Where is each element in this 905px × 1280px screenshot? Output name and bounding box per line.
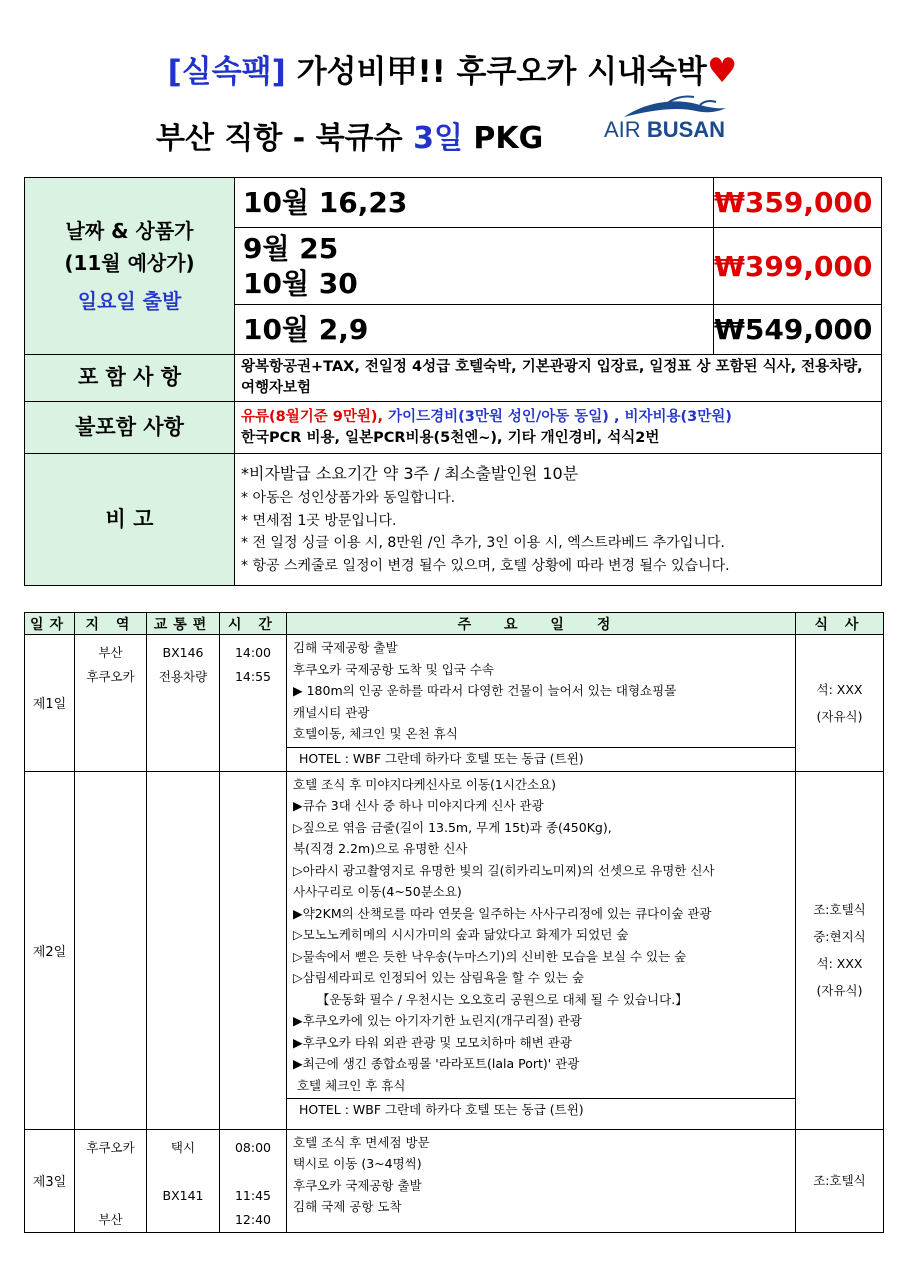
schedule-line: 김해 국제공항 출발: [293, 640, 398, 655]
region-text: 부산: [98, 645, 123, 660]
logo-busan: BUSAN: [646, 117, 726, 142]
schedule-line: ▶약2KM의 산책로를 따라 연못을 일주하는 사사구리정에 있는 큐다이숲 관광: [293, 905, 712, 921]
schedule-line: 후쿠오카 국제공항 도착 및 입국 수속: [293, 661, 494, 677]
meal-text: 조:호텔식: [813, 902, 866, 917]
meal-text: 석: XXX: [816, 681, 863, 697]
region-spacer: [75, 1160, 146, 1184]
meal-text: (자유식): [816, 708, 863, 724]
subtitle-days: 3일: [413, 121, 463, 156]
table-row-day1: [25, 635, 884, 772]
schedule-line: 호텔 체크인 후 휴식: [293, 1077, 406, 1093]
region-cell: [75, 635, 147, 772]
schedule-cell: [287, 635, 796, 772]
schedule-line: 김해 국제 공항 도착: [293, 1199, 402, 1214]
title-bracket: [실속팩]: [167, 54, 286, 90]
schedule-line: ▶후쿠오카에 있는 아기자기한 뇨린지(개구리절) 관광: [293, 1013, 582, 1028]
date-row-3: [235, 305, 714, 355]
transport-text: 택시: [170, 1139, 196, 1155]
transport-text: 전용차량: [158, 669, 208, 684]
itinerary-table: [24, 612, 884, 1233]
table-row-day2: [25, 771, 884, 1129]
title-main: 가성비甲!! 후쿠오카 시내숙박: [296, 54, 707, 90]
price-row-1: ₩359,000: [714, 178, 882, 228]
region-cell: [75, 771, 147, 1129]
schedule-line: 캐널시티 관광: [293, 704, 370, 720]
date-label-3: 일요일 출발: [77, 289, 182, 313]
time-text: 14:00: [234, 645, 272, 660]
excluded-text: [235, 402, 882, 454]
day-label: 제2일: [25, 771, 75, 1129]
date-text: 9월 25: [243, 232, 339, 265]
air-busan-logo: [604, 95, 736, 143]
transport-cell: [147, 635, 220, 772]
region-text: 후쿠오카: [86, 1139, 135, 1155]
schedule-line: ▶최근에 생긴 종합쇼핑몰 '라라포트(lala Port)' 관광: [293, 1056, 580, 1071]
time-text: 08:00: [234, 1139, 272, 1155]
region-text: 후쿠오카: [86, 669, 135, 684]
header-region: 지 역: [75, 613, 147, 635]
time-cell: [220, 771, 287, 1129]
date-price-label: [25, 178, 235, 355]
region-spacer: [75, 1184, 146, 1208]
schedule-line: 호텔이동, 체크인 및 온천 휴식: [293, 726, 458, 741]
date-row-2: [235, 228, 714, 305]
meal-cell: [796, 771, 884, 1129]
schedule-line: 사사구리로 이동(4~50분소요): [293, 884, 462, 899]
date-label-2: (11월 예상가): [64, 251, 195, 275]
transport-cell: [147, 1129, 220, 1232]
schedule-line: ▷삼림세라피로 인정되어 있는 삼림욕을 할 수 있는 숲: [293, 970, 585, 985]
meal-text: (자유식): [816, 983, 863, 998]
excluded-label: 불포함 사항: [25, 402, 235, 454]
date-text: 10월 2,9: [243, 313, 369, 346]
date-text: 10월 16,23: [243, 186, 408, 219]
subtitle-route: 부산 직항 - 북큐슈: [156, 121, 403, 156]
transport-text: BX141: [162, 1187, 204, 1203]
time-cell: [220, 635, 287, 772]
time-spacer: [220, 1160, 286, 1184]
notes-label: 비 고: [25, 454, 235, 586]
logo-wordmark: [604, 117, 725, 143]
meal-cell: [796, 1129, 884, 1232]
transport-text: BX146: [162, 645, 204, 660]
time-text: 12:40: [234, 1211, 272, 1227]
schedule-cell: [287, 1129, 796, 1232]
schedule-cell: [287, 771, 796, 1129]
table-row-day3: [25, 1129, 884, 1232]
header-schedule: 주 요 일 정: [287, 613, 796, 635]
meal-cell: [796, 635, 884, 772]
date-row-1: [235, 178, 714, 228]
schedule-line: 북(직경 2.2m)으로 유명한 신사: [293, 841, 468, 856]
region-cell: [75, 1129, 147, 1232]
schedule-line: 【운동화 필수 / 우천시는 오오호리 공원으로 대체 될 수 있습니다.】: [293, 991, 688, 1007]
hotel-line: HOTEL : WBF 그란데 하카다 호텔 또는 동급 (트윈): [287, 1098, 795, 1120]
header-time: 시 간: [220, 613, 287, 635]
notes-text: [235, 454, 882, 586]
meal-text: 조:호텔식: [813, 1173, 866, 1188]
schedule-line: 호텔 조식 후 미야지다케신사로 이동(1시간소요): [293, 776, 557, 792]
time-cell: [220, 1129, 287, 1232]
excluded-fuel: 유류(8월기준 9만원),: [241, 408, 384, 425]
note-item: * 아동은 성인상품가와 동일합니다.: [241, 490, 456, 507]
schedule-line: ▷아라시 광고촬영지로 유명한 빛의 길(히카리노미찌)의 선셋으로 유명한 신사: [293, 862, 715, 878]
transport-cell: [147, 771, 220, 1129]
heart-icon: ♥: [706, 51, 738, 91]
note-item: * 전 일정 싱글 이용 시, 8만원 /인 추가, 3인 이용 시, 엑스트라베드 추가입니다.: [241, 535, 725, 552]
schedule-line: ▷물속에서 뻗은 듯한 낙우송(누마스기)의 신비한 모습을 보실 수 있는 숲: [293, 948, 687, 964]
schedule-line: 호텔 조식 후 면세점 방문: [293, 1134, 430, 1150]
schedule-line: ▶큐슈 3대 신사 중 하나 미야지다케 신사 관광: [293, 798, 544, 813]
schedule-line: ▶후쿠오카 타워 외관 관광 및 모모치하마 해변 관광: [293, 1034, 572, 1050]
summary-table: [24, 177, 882, 586]
schedule-line: 후쿠오카 국제공항 출발: [293, 1177, 422, 1193]
schedule-line: ▷모노노케히메의 시시가미의 숲과 닮았다고 화제가 되었던 숲: [293, 927, 629, 942]
meal-text: 중:현지식: [813, 929, 866, 944]
time-text: 14:55: [234, 669, 272, 684]
logo-air: AIR: [604, 117, 641, 142]
schedule-line: 택시로 이동 (3~4명씩): [293, 1156, 422, 1171]
note-item: *비자발급 소요기간 약 3주 / 최소출발인원 10분: [241, 464, 579, 484]
meal-text: 석: XXX: [816, 956, 863, 971]
transport-spacer: [147, 1160, 219, 1184]
excluded-guide-visa: 가이드경비(3만원 성인/아동 동일) , 비자비용(3만원): [383, 408, 732, 425]
hotel-line: HOTEL : WBF 그란데 하카다 호텔 또는 동급 (트윈): [287, 747, 795, 769]
note-item: * 면세점 1곳 방문입니다.: [241, 512, 397, 529]
note-item: * 항공 스케줄로 일정이 변경 될수 있으며, 호텔 상황에 따라 변경 될수 있습니다.: [241, 558, 730, 575]
date-text: 10월 30: [243, 267, 358, 300]
date-label-1: 날짜 & 상품가: [65, 219, 194, 243]
time-text: 11:45: [234, 1187, 272, 1203]
page-subtitle: [156, 113, 543, 157]
price-row-3: ₩549,000: [714, 305, 882, 355]
excluded-line-2: 한국PCR 비용, 일본PCR비용(5천엔~), 기타 개인경비, 석식2번: [241, 429, 660, 446]
header-day: 일자: [25, 613, 75, 635]
price-row-2: ₩399,000: [714, 228, 882, 305]
header-transport: 교통편: [147, 613, 220, 635]
day-label: 제1일: [25, 635, 75, 772]
included-text: 왕복항공권+TAX, 전일정 4성급 호텔숙박, 기본관광지 입장료, 일정표 상 포함된 식사, 전용차량, 여행자보험: [235, 355, 882, 402]
day-label: 제3일: [25, 1129, 75, 1232]
page-title: [0, 46, 905, 91]
region-text: 부산: [98, 1211, 123, 1227]
schedule-line: ▷짚으로 엮음 금줄(길이 13.5m, 무게 15t)과 종(450Kg),: [293, 819, 612, 835]
included-label: 포 함 사 항: [25, 355, 235, 402]
subtitle-pkg: PKG: [473, 121, 544, 156]
schedule-line: ▶ 180m의 인공 운하를 따라서 다영한 건물이 늘어서 있는 대형쇼핑몰: [293, 683, 677, 698]
header-meal: 식 사: [796, 613, 884, 635]
